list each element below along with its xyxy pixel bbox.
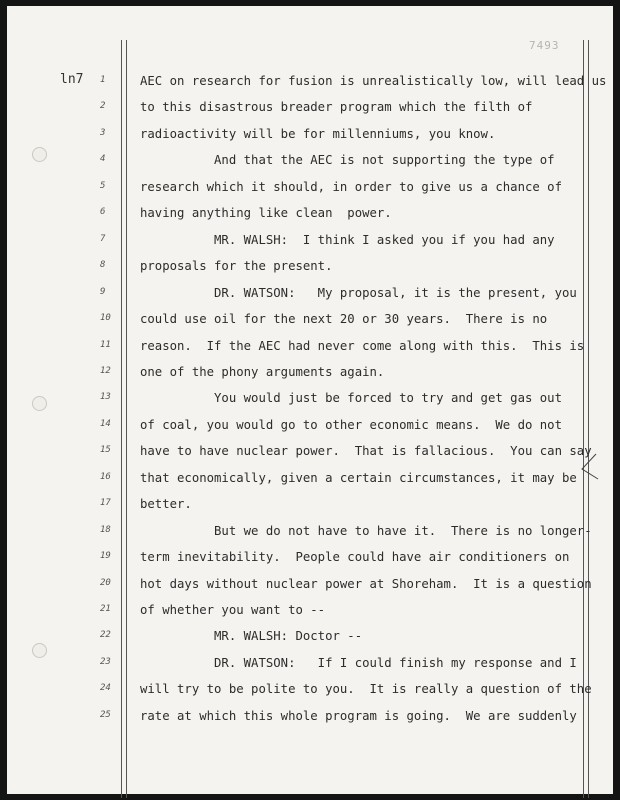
line-text: to this disastrous breader program which the filth of: [140, 100, 533, 115]
transcript-line: [0, 391, 620, 417]
line-number: 10: [100, 313, 111, 324]
transcript-line: [0, 682, 620, 708]
line-number: 5: [100, 180, 106, 191]
line-text: radioactivity will be for millenniums, you know.: [140, 126, 496, 141]
transcript-line: [0, 418, 620, 444]
transcript-line: [0, 127, 620, 153]
line-text: research which it should, in order to give us a chance of: [140, 179, 562, 194]
line-number: 24: [100, 683, 111, 694]
line-number: 25: [100, 709, 111, 720]
transcript-line: [0, 656, 620, 682]
line-text: You would just be forced to try and get gas out: [140, 391, 562, 406]
line-text: term inevitability. People could have air conditioners on: [140, 550, 570, 565]
transcript-line: [0, 180, 620, 206]
transcript-line: [0, 233, 620, 259]
line-number: 1: [100, 75, 106, 85]
line-number: 9: [100, 286, 106, 297]
line-number: 3: [100, 127, 106, 138]
line-number: 15: [100, 445, 111, 456]
transcript-line: [0, 577, 620, 603]
transcript-line: [0, 365, 620, 391]
transcript-line: [0, 259, 620, 285]
line-number: 21: [100, 604, 111, 614]
line-number: 12: [100, 365, 111, 376]
line-text: And that the AEC is not supporting the type of: [140, 153, 555, 168]
transcript-line: [0, 629, 620, 655]
line-number: 22: [100, 630, 111, 641]
transcript-line: [0, 312, 620, 338]
transcript-line: [0, 550, 620, 576]
line-number: 6: [100, 207, 106, 218]
transcript-line: [0, 444, 620, 470]
line-text: having anything like clean power.: [140, 206, 392, 221]
transcript-line: [0, 74, 620, 100]
line-text: have to have nuclear power. That is fallacious. You can say: [140, 444, 592, 459]
line-number: 2: [100, 101, 106, 112]
line-text: that economically, given a certain circumstances, it may be: [140, 470, 577, 485]
transcript-line: [0, 497, 620, 523]
line-text: of whether you want to --: [140, 603, 326, 617]
line-number: 18: [100, 524, 111, 535]
line-number: 11: [100, 339, 111, 350]
line-number: 17: [100, 498, 111, 509]
line-text: MR. WALSH: Doctor --: [140, 629, 363, 644]
transcript-line: [0, 339, 620, 365]
line-text: hot days without nuclear power at Shoreham. It is a question: [140, 576, 592, 591]
line-text: MR. WALSH: I think I asked you if you had any: [140, 232, 555, 247]
transcript-line: [0, 100, 620, 126]
line-text: could use oil for the next 20 or 30 years. There is no: [140, 312, 548, 327]
line-number: 19: [100, 551, 111, 562]
line-number: 20: [100, 577, 111, 588]
line-text: proposals for the present.: [140, 259, 333, 274]
line-number: 23: [100, 656, 111, 667]
line-text: reason. If the AEC had never come along with this. This is: [140, 338, 585, 353]
line-text: will try to be polite to you. It is really a question of the: [140, 682, 592, 697]
line-text: AEC on research for fusion is unrealistically low, will lead us: [140, 74, 607, 88]
line-text: better.: [140, 497, 192, 512]
transcript-line: [0, 471, 620, 497]
line-text: DR. WATSON: If I could finish my response and I: [140, 655, 577, 670]
transcript-line: [0, 603, 620, 629]
page-label: ln7: [60, 72, 84, 87]
line-text: one of the phony arguments again.: [140, 364, 385, 379]
transcript-line: [0, 153, 620, 179]
transcript-line: [0, 206, 620, 232]
line-text: But we do not have to have it. There is no longer-: [140, 523, 592, 538]
line-text: rate at which this whole program is going. We are suddenly: [140, 708, 577, 723]
line-number: 14: [100, 418, 111, 429]
transcript-line: [0, 524, 620, 550]
transcript-line: [0, 286, 620, 312]
line-number: 16: [100, 471, 111, 482]
page-number-stamp: 7493: [529, 39, 560, 52]
transcript-line: [0, 709, 620, 735]
line-number: 8: [100, 260, 106, 271]
line-number: 4: [100, 154, 106, 165]
line-text: of coal, you would go to other economic means. We do not: [140, 417, 562, 432]
line-text: DR. WATSON: My proposal, it is the present, you: [140, 285, 577, 300]
line-number: 7: [100, 233, 106, 244]
line-number: 13: [100, 392, 111, 403]
